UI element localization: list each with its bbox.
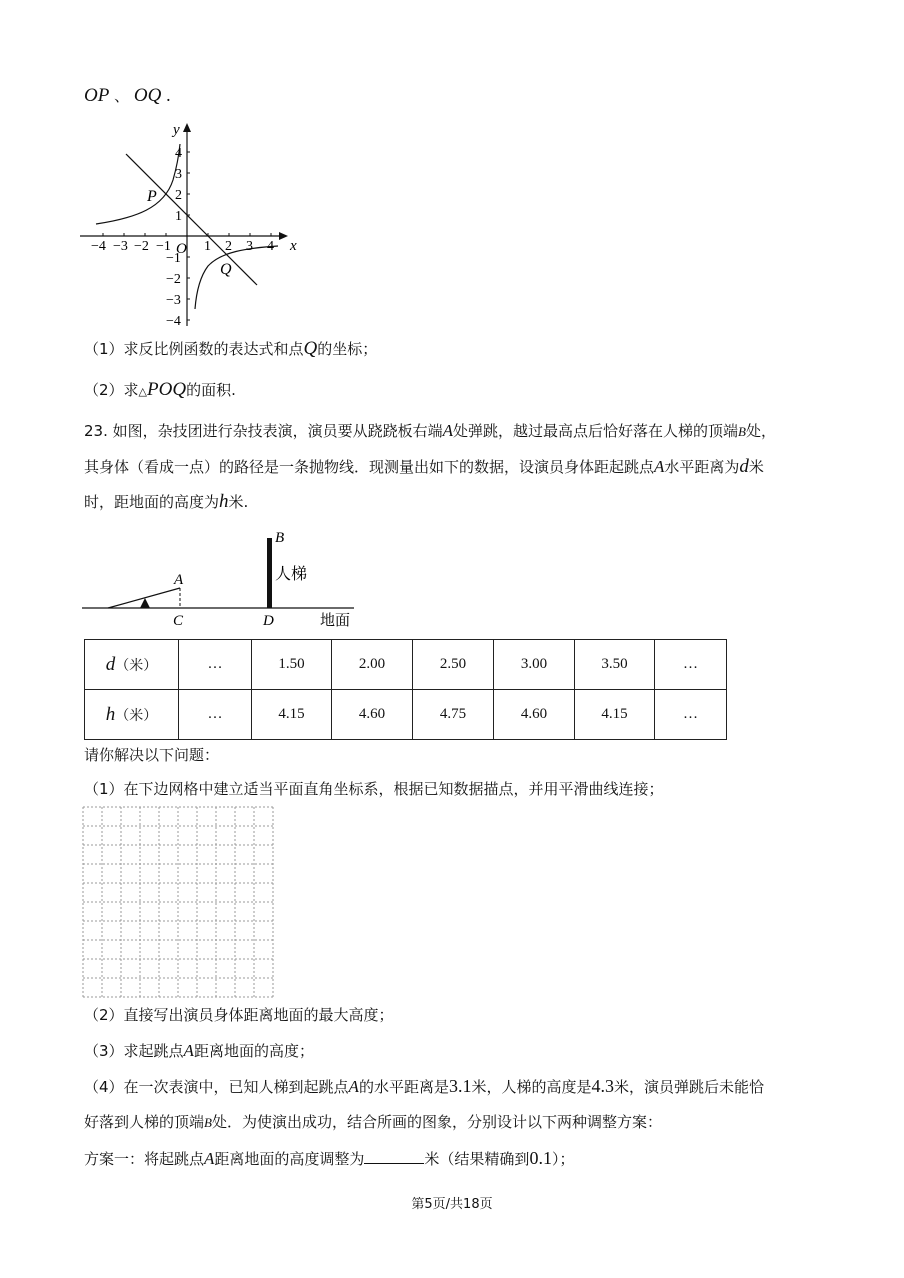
answer-grid — [82, 806, 274, 998]
var-d: d — [739, 456, 749, 477]
plan1 — [84, 1147, 574, 1170]
part4-text: 米，人梯的高度是 — [471, 1078, 592, 1096]
var-a: A — [442, 421, 454, 440]
x-axis-label: x — [290, 238, 297, 254]
q22-part1 — [84, 338, 377, 360]
top-line — [84, 84, 171, 107]
plan1-tail: ）； — [551, 1150, 575, 1168]
table-row-h — [85, 690, 727, 740]
label-ladder: 人梯 — [275, 564, 308, 583]
part4-line1 — [84, 1075, 764, 1098]
q23-text: 23. 如图，杂技团进行杂技表演，演员要从跷跷板右端 — [84, 422, 443, 440]
q23-text: 米 — [748, 458, 764, 476]
label-c: C — [173, 613, 184, 629]
answer-blank[interactable] — [364, 1149, 424, 1164]
y-tick: 4 — [175, 146, 182, 161]
x-tick: 3 — [246, 239, 253, 254]
y-tick: 2 — [175, 188, 182, 203]
table-cell: 4.15 — [575, 690, 655, 740]
label-d: D — [263, 613, 274, 629]
var-a: A — [348, 1077, 359, 1096]
q23-text: 水平距离为 — [664, 458, 740, 476]
table-row-d — [85, 640, 727, 690]
table-cell: 3.00 — [494, 640, 575, 690]
row-header-h — [85, 690, 179, 740]
q23-line2 — [84, 456, 764, 478]
unit-label: （米） — [115, 657, 158, 674]
var-d: d — [105, 653, 116, 675]
q23-line1 — [84, 420, 776, 443]
table-cell: 4.60 — [494, 690, 575, 740]
table-cell: 1.50 — [252, 640, 332, 690]
label-a: A — [174, 572, 184, 588]
part2-text: （2）直接写出演员身体距离地面的最大高度； — [84, 1006, 394, 1024]
q22-part2-tail: 的面积. — [186, 381, 236, 399]
var-a: A — [204, 1149, 215, 1168]
part4-text: 好落到人梯的顶端 — [84, 1113, 205, 1131]
x-tick: 4 — [267, 239, 274, 254]
table-cell: 4.75 — [413, 690, 494, 740]
var-a: A — [654, 457, 665, 476]
plan1-text: 方案一：将起跳点 — [84, 1150, 205, 1168]
x-tick: −1 — [156, 239, 171, 254]
y-tick: −3 — [166, 293, 181, 308]
q23-line3 — [84, 491, 248, 513]
solve-prompt: 请你解决以下问题： — [84, 746, 220, 764]
y-axis-label: y — [173, 122, 180, 138]
table-cell: 2.50 — [413, 640, 494, 690]
x-tick: −4 — [91, 239, 106, 254]
x-tick: −2 — [134, 239, 149, 254]
var-a: A — [183, 1041, 194, 1060]
function-graph — [76, 118, 306, 330]
table-cell: … — [655, 690, 727, 740]
y-tick: −2 — [166, 272, 181, 287]
q23-text: 处弹跳，越过最高点后恰好落在人梯的顶端 — [453, 422, 739, 440]
y-tick: 3 — [175, 167, 182, 182]
part3-text: （3）求起跳点 — [84, 1042, 184, 1060]
part4-text: 米，演员弹跳后未能恰 — [613, 1078, 764, 1096]
segment-op: OP — [84, 85, 110, 106]
q23-text: 处， — [746, 422, 777, 440]
data-table — [84, 639, 727, 740]
q22-part2-text: （2）求 — [84, 381, 139, 399]
q22-part1-text: （1）求反比例函数的表达式和点 — [84, 340, 304, 358]
plan1-text: 距离地面的高度调整为 — [214, 1150, 365, 1168]
part4-line2 — [84, 1111, 662, 1134]
x-tick: 2 — [225, 239, 232, 254]
y-tick: −1 — [166, 251, 181, 266]
q22-part2 — [84, 379, 236, 403]
part4-text: 的水平距离是 — [358, 1078, 449, 1096]
label-b: B — [275, 530, 285, 546]
x-tick: 1 — [204, 239, 211, 254]
period: . — [166, 85, 171, 105]
part1-text: （1）在下边网格中建立适当平面直角坐标系，根据已知数据描点，并用平滑曲线连接； — [84, 780, 664, 798]
y-tick: −4 — [166, 314, 181, 329]
table-cell: 2.00 — [332, 640, 413, 690]
var-q: Q — [303, 338, 318, 359]
q23-text: 米. — [228, 493, 249, 511]
table-cell: 3.50 — [575, 640, 655, 690]
y-tick: 1 — [175, 209, 182, 224]
x-tick: −3 — [113, 239, 128, 254]
triangle-poq: POQ — [147, 379, 187, 400]
table-cell: 4.15 — [252, 690, 332, 740]
label-ground: 地面 — [320, 611, 351, 629]
seesaw-figure — [80, 528, 370, 634]
row-header-d — [85, 640, 179, 690]
unit-label: （米） — [115, 707, 158, 724]
part3 — [84, 1040, 314, 1062]
value-distance: 3.1 — [448, 1076, 472, 1096]
q23-text: 时，距地面的高度为 — [84, 493, 220, 511]
q23-text: 其身体（看成一点）的路径是一条抛物线．现测量出如下的数据，设演员身体距起跳点 — [84, 458, 655, 476]
q22-part1-tail: 的坐标； — [317, 340, 378, 358]
table-cell: … — [179, 690, 252, 740]
origin-label: O — [176, 241, 187, 257]
segment-oq: OQ — [133, 85, 162, 106]
point-q-label: Q — [220, 261, 232, 278]
part3-tail: 距离地面的高度； — [193, 1042, 314, 1060]
var-h: h — [105, 703, 116, 725]
table-cell: … — [655, 640, 727, 690]
table-cell: 4.60 — [332, 690, 413, 740]
triangle-symbol: △ — [138, 385, 148, 398]
plan1-text: 米（结果精确到 — [424, 1150, 530, 1168]
value-height: 4.3 — [591, 1076, 614, 1096]
page-footer: 第5页/共18页 — [411, 1197, 493, 1212]
point-p-label: P — [147, 188, 157, 205]
separator: 、 — [114, 87, 130, 105]
var-h: h — [219, 491, 229, 512]
var-b: B — [738, 424, 746, 439]
part4-text: （4）在一次表演中，已知人梯到起跳点 — [84, 1078, 349, 1096]
var-b: B — [204, 1115, 212, 1130]
value-precision: 0.1 — [529, 1148, 552, 1168]
part4-text: 处．为使演出成功，结合所画的图象，分别设计以下两种调整方案： — [211, 1113, 662, 1131]
table-cell: … — [179, 640, 252, 690]
